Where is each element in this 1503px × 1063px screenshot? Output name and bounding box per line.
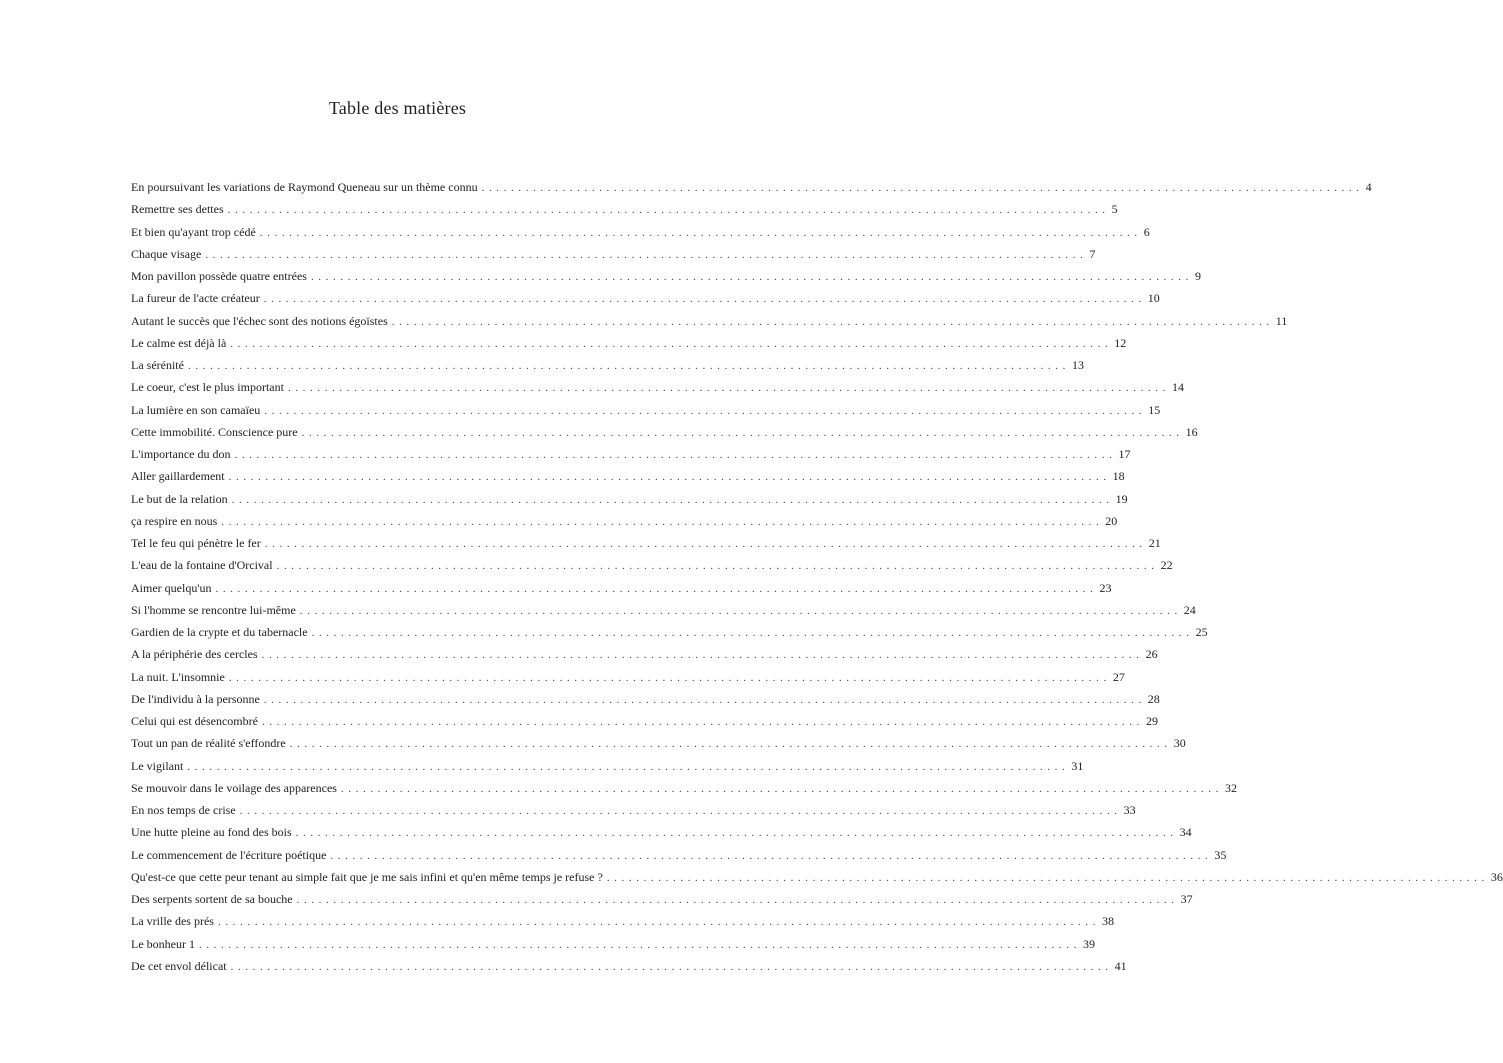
toc-entry-page-number: 19	[1115, 491, 1128, 506]
toc-entry-title: Le commencement de l'écriture poétique	[131, 847, 327, 862]
dot-leader: ........................................................................................................................	[263, 293, 1146, 306]
toc-entry[interactable]	[131, 310, 1288, 332]
toc-entry[interactable]	[131, 488, 1128, 510]
toc-entry-title: Tel le feu qui pénètre le fer	[131, 536, 261, 550]
toc-entry-title: Le calme est déjà là	[131, 335, 227, 350]
toc-entry[interactable]	[131, 243, 1096, 265]
dot-leader: ........................................................................................................................	[340, 782, 1223, 795]
dot-leader: ........................................................................................................................	[264, 404, 1147, 417]
dot-leader: ........................................................................................................................	[228, 671, 1111, 684]
toc-entry-page-number: 31	[1071, 758, 1084, 773]
dot-leader: ........................................................................................................................	[227, 204, 1110, 217]
toc-entry[interactable]	[131, 621, 1208, 643]
toc-entry-title: Une hutte pleine au fond des bois	[131, 825, 292, 840]
dot-leader: ........................................................................................................................	[234, 449, 1117, 461]
toc-entry-title: Aller gaillardement	[131, 469, 225, 484]
dot-leader: ........................................................................................................................	[228, 471, 1111, 484]
toc-entry-page-number: 29	[1145, 714, 1158, 728]
dot-leader: ........................................................................................................................	[296, 894, 1179, 906]
toc-entry-page-number: 18	[1112, 469, 1125, 484]
toc-entry-page-number: 38	[1101, 914, 1114, 929]
toc-entry-title: Le but de la relation	[131, 491, 228, 506]
toc-entry[interactable]	[131, 399, 1161, 421]
toc-entry[interactable]	[131, 755, 1084, 777]
toc-entry-page-number: 14	[1171, 380, 1184, 395]
dot-leader: ........................................................................................................................	[301, 426, 1184, 439]
toc-entry[interactable]	[131, 332, 1127, 354]
toc-entry[interactable]	[131, 666, 1125, 688]
toc-entry-title: Et bien qu'ayant trop cédé	[131, 224, 256, 239]
toc-entry[interactable]	[131, 955, 1127, 977]
page-title: Table des matières	[328, 98, 467, 118]
toc-entry-page-number: 12	[1114, 335, 1127, 350]
toc-entry[interactable]	[131, 777, 1237, 799]
dot-leader: ........................................................................................................................	[481, 182, 1364, 194]
toc-entry[interactable]	[131, 888, 1193, 910]
toc-entry-title: L'importance du don	[131, 447, 231, 461]
toc-entry-page-number: 5	[1111, 202, 1118, 217]
toc-entry-title: Autant le succès que l'échec sont des notions égoïstes	[131, 313, 388, 328]
toc-entry-title: La nuit. L'insomnie	[131, 669, 225, 684]
toc-entry-title: La vrille des prés	[131, 914, 214, 929]
toc-entry-page-number: 25	[1195, 625, 1208, 639]
toc-entry[interactable]	[131, 599, 1196, 621]
toc-entry[interactable]	[131, 844, 1227, 866]
toc-entry[interactable]	[131, 799, 1136, 821]
toc-entry-title: Tout un pan de réalité s'effondre	[131, 736, 286, 751]
toc-entry-title: ça respire en nous	[131, 513, 218, 528]
toc-entry-page-number: 27	[1112, 669, 1125, 684]
toc-entry[interactable]	[131, 198, 1118, 220]
toc-entry-page-number: 11	[1275, 313, 1288, 328]
toc-entry-page-number: 21	[1148, 536, 1161, 550]
toc-entry-page-number: 16	[1185, 424, 1198, 439]
toc-entry-page-number: 34	[1179, 825, 1192, 840]
toc-entry-title: Si l'homme se rencontre lui-même	[131, 602, 296, 617]
dot-leader: ........................................................................................................................	[259, 226, 1142, 239]
toc-entry-title: Le coeur, c'est le plus important	[131, 380, 284, 395]
toc-entry-page-number: 15	[1148, 402, 1161, 417]
toc-entry-title: En poursuivant les variations de Raymond Queneau sur un thème connu	[131, 180, 478, 194]
dot-leader: ........................................................................................................................	[289, 738, 1172, 751]
toc-entry-title: Le bonheur 1	[131, 936, 195, 951]
toc-entry-page-number: 26	[1145, 647, 1158, 662]
toc-entry[interactable]	[131, 421, 1198, 443]
toc-entry-title: De l'individu à la personne	[131, 691, 260, 706]
dot-leader: ........................................................................................................................	[217, 916, 1100, 929]
dot-leader: ........................................................................................................................	[263, 693, 1146, 706]
dot-leader: ........................................................................................................................	[239, 805, 1122, 817]
toc-entry[interactable]	[131, 465, 1125, 487]
toc-entry-page-number: 41	[1114, 958, 1127, 973]
dot-leader: ........................................................................................................................	[310, 271, 1193, 283]
dot-leader: ........................................................................................................................	[230, 960, 1113, 973]
toc-entry-title: Le vigilant	[131, 758, 184, 773]
toc-entry-page-number: 37	[1180, 892, 1193, 906]
toc-entry-title: Mon pavillon possède quatre entrées	[131, 269, 307, 283]
toc-entry-page-number: 23	[1099, 580, 1112, 595]
toc-entry-page-number: 24	[1183, 602, 1196, 617]
toc-entry-title: Remettre ses dettes	[131, 202, 224, 217]
toc-entry-page-number: 36	[1490, 869, 1503, 884]
toc-entry[interactable]	[131, 443, 1131, 465]
dot-leader: ........................................................................................................................	[230, 337, 1113, 350]
dot-leader: ........................................................................................................................	[221, 515, 1104, 528]
toc-entry-title: Aimer quelqu'un	[131, 580, 212, 595]
dot-leader: ........................................................................................................................	[264, 538, 1147, 550]
toc-entry-page-number: 7	[1089, 246, 1096, 261]
toc-entry[interactable]	[131, 821, 1192, 843]
table-of-contents	[131, 176, 1503, 977]
toc-entry[interactable]	[131, 287, 1160, 309]
toc-entry-page-number: 32	[1224, 780, 1237, 795]
toc-entry[interactable]	[131, 910, 1114, 932]
toc-entry-page-number: 10	[1147, 291, 1160, 306]
toc-entry-page-number: 33	[1123, 803, 1136, 817]
dot-leader: ........................................................................................................................	[205, 248, 1088, 261]
toc-entry[interactable]	[131, 643, 1158, 665]
dot-leader: ........................................................................................................................	[299, 604, 1182, 617]
toc-entry-page-number: 30	[1173, 736, 1186, 751]
toc-entry[interactable]	[131, 710, 1158, 732]
dot-leader: ........................................................................................................................	[215, 582, 1098, 595]
toc-entry-title: L'eau de la fontaine d'Orcival	[131, 558, 273, 573]
dot-leader: ........................................................................................................................	[330, 849, 1213, 862]
toc-entry-page-number: 35	[1214, 847, 1227, 862]
dot-leader: ........................................................................................................................	[261, 716, 1144, 728]
toc-entry[interactable]	[131, 688, 1160, 710]
toc-entry[interactable]	[131, 354, 1084, 376]
toc-entry[interactable]	[131, 510, 1118, 532]
toc-entry-title: Celui qui est désencombré	[131, 714, 258, 728]
toc-entry[interactable]	[131, 732, 1186, 754]
dot-leader: ........................................................................................................................	[276, 560, 1159, 573]
dot-leader: ........................................................................................................................	[391, 315, 1274, 328]
toc-entry-title: La lumière en son camaïeu	[131, 402, 261, 417]
toc-entry-title: Se mouvoir dans le voilage des apparences	[131, 780, 337, 795]
toc-entry[interactable]	[131, 265, 1201, 287]
toc-entry-title: Chaque visage	[131, 246, 202, 261]
toc-entry[interactable]	[131, 866, 1503, 888]
toc-entry[interactable]	[131, 532, 1161, 554]
toc-entry-page-number: 6	[1143, 224, 1150, 239]
toc-entry-title: Qu'est-ce que cette peur tenant au simple fait que je me sais infini et qu'en même temps je refuse ?	[131, 869, 603, 884]
toc-entry-title: La fureur de l'acte créateur	[131, 291, 260, 306]
dot-leader: ........................................................................................................................	[295, 827, 1178, 840]
toc-entry-page-number: 17	[1118, 447, 1131, 461]
toc-entry[interactable]	[131, 376, 1184, 398]
toc-entry-page-number: 9	[1194, 269, 1201, 283]
toc-entry-title: A la périphérie des cercles	[131, 647, 258, 662]
toc-entry-page-number: 39	[1082, 936, 1095, 951]
toc-entry-title: De cet envol délicat	[131, 958, 227, 973]
dot-leader: ........................................................................................................................	[287, 382, 1170, 395]
dot-leader: ........................................................................................................................	[311, 627, 1194, 639]
dot-leader: ........................................................................................................................	[198, 938, 1081, 951]
toc-entry-page-number: 13	[1071, 358, 1084, 372]
toc-entry-page-number: 28	[1147, 691, 1160, 706]
toc-entry[interactable]	[131, 221, 1150, 243]
toc-entry-title: Cette immobilité. Conscience pure	[131, 424, 298, 439]
dot-leader: ........................................................................................................................	[231, 493, 1114, 506]
toc-entry-title: Des serpents sortent de sa bouche	[131, 892, 293, 906]
toc-entry[interactable]	[131, 577, 1112, 599]
toc-entry-title: La sérénité	[131, 358, 184, 372]
toc-entry-page-number: 4	[1365, 180, 1372, 194]
toc-entry[interactable]	[131, 176, 1372, 198]
dot-leader: ........................................................................................................................	[187, 360, 1070, 372]
toc-entry-title: Gardien de la crypte et du tabernacle	[131, 625, 308, 639]
dot-leader: ........................................................................................................................	[187, 760, 1070, 773]
toc-entry[interactable]	[131, 933, 1095, 955]
dot-leader: ........................................................................................................................	[261, 649, 1144, 662]
toc-entry-title: En nos temps de crise	[131, 803, 236, 817]
dot-leader: ........................................................................................................................	[606, 871, 1489, 884]
toc-entry[interactable]	[131, 554, 1173, 576]
toc-entry-page-number: 22	[1160, 558, 1173, 573]
toc-entry-page-number: 20	[1105, 513, 1118, 528]
